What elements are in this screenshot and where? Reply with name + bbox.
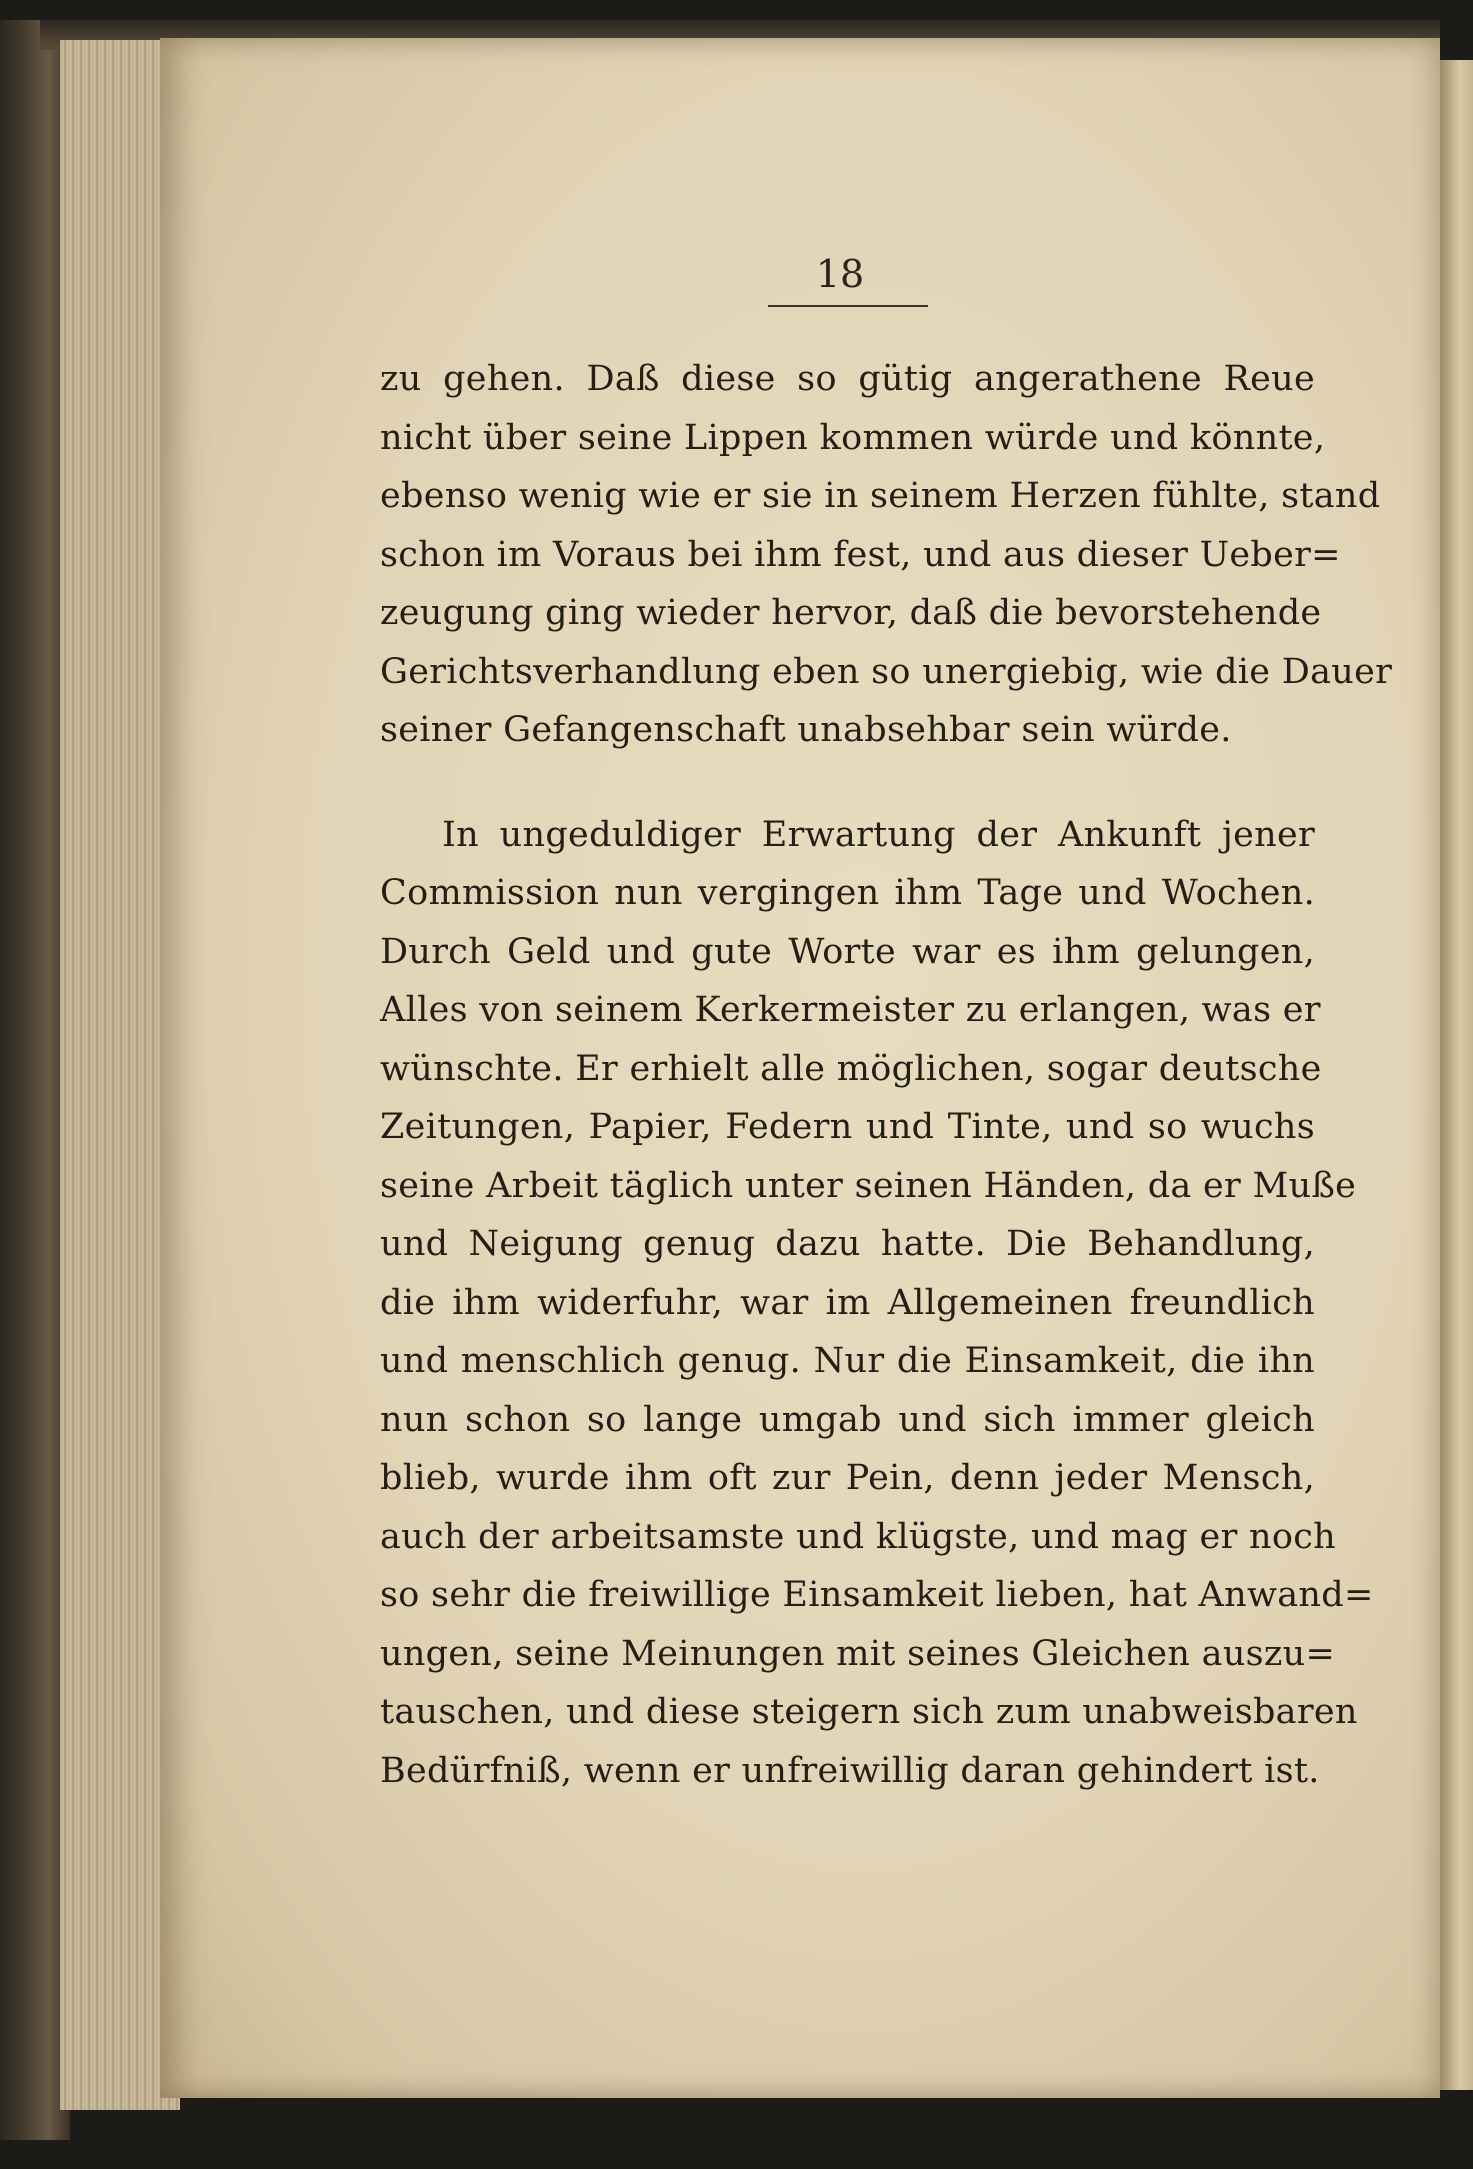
text-line: zu gehen. Daß diese so gütig angerathene Reue: [380, 359, 1315, 399]
text-line: nun schon so lange umgab und sich immer gleich: [380, 1399, 1315, 1440]
paragraph-2: [380, 806, 1374, 1801]
text-line: nicht über seine Lippen kommen würde und könnte,: [380, 417, 1326, 458]
text-line: ebenso wenig wie er sie in seinem Herzen fühlte, stand: [380, 476, 1381, 516]
page-number-rule: [768, 305, 928, 307]
text-line: Alles von seinem Kerkermeister zu erlangen, was er: [380, 990, 1321, 1030]
text-line: wünschte. Er erhielt alle möglichen, sogar deutsche: [380, 1048, 1322, 1089]
text-line: Durch Geld und gute Worte war es ihm gelungen,: [380, 931, 1315, 972]
text-line: blieb, wurde ihm oft zur Pein, denn jeder Mensch,: [380, 1458, 1315, 1498]
text-line: tauschen, und diese steigern sich zum unabweisbaren: [380, 1692, 1358, 1732]
text-line: und Neigung genug dazu hatte. Die Behandlung,: [380, 1224, 1315, 1264]
text-line: Zeitungen, Papier, Federn und Tinte, und so wuchs: [380, 1107, 1315, 1147]
text-line: und menschlich genug. Nur die Einsamkeit, die ihn: [380, 1341, 1315, 1381]
text-line: zeugung ging wieder hervor, daß die bevorstehende: [380, 593, 1322, 633]
text-line: Commission nun vergingen ihm Tage und Wochen.: [380, 873, 1315, 913]
text-line: In ungeduldiger Erwartung der Ankunft jener: [442, 814, 1315, 855]
page-number: 18: [815, 252, 865, 296]
text-line: Bedürfniß, wenn er unfreiwillig daran gehindert ist.: [380, 1750, 1320, 1791]
text-line: seiner Gefangenschaft unabsehbar sein würde.: [380, 710, 1232, 750]
paragraph-1: [380, 350, 1393, 760]
text-line: seine Arbeit täglich unter seinen Händen, da er Muße: [380, 1165, 1357, 1206]
facing-page-edge: [1440, 60, 1473, 2090]
text-line: auch der arbeitsamste und klügste, und mag er noch: [380, 1516, 1336, 1557]
paragraph-spacer: [380, 760, 1315, 806]
text-line: so sehr die freiwillige Einsamkeit lieben, hat Anwand=: [380, 1575, 1374, 1615]
text-line: Gerichtsverhandlung eben so unergiebig, wie die Dauer: [380, 651, 1393, 692]
text-line: ungen, seine Meinungen mit seines Gleichen auszu=: [380, 1633, 1336, 1674]
text-line: die ihm widerfuhr, war im Allgemeinen freundlich: [380, 1282, 1315, 1323]
body-text: [380, 350, 1393, 1800]
text-line: schon im Voraus bei ihm fest, und aus dieser Ueber=: [380, 534, 1341, 575]
